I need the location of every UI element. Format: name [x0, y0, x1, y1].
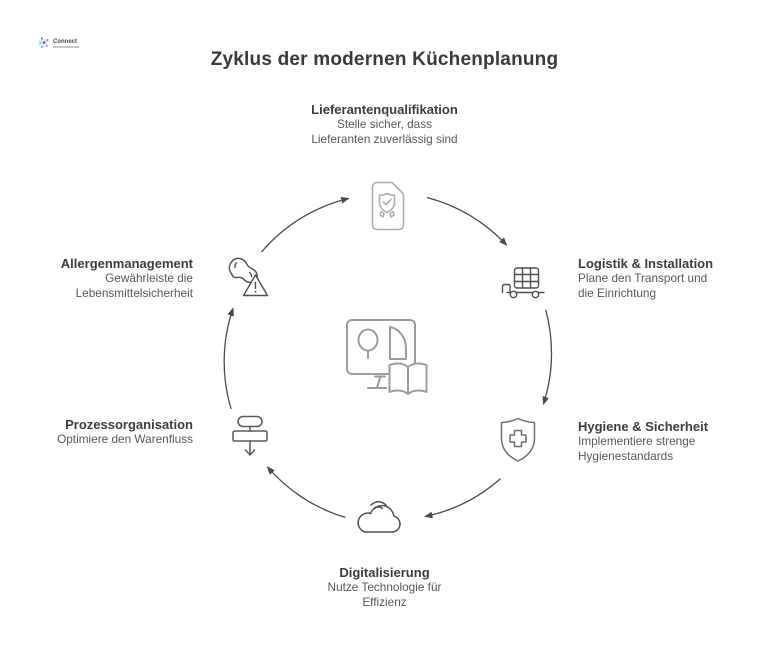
node-allergenmanagement — [0, 256, 193, 301]
node-logistik-installation — [578, 256, 758, 301]
brand-tagline — [53, 46, 79, 48]
peanut-warning-icon — [224, 254, 272, 302]
shield-cross-icon — [497, 416, 539, 464]
node-desc-line: Lebensmittelsicherheit — [75, 286, 193, 300]
node-desc-line: Implementiere strenge — [578, 434, 696, 448]
node-desc-line: Effizienz — [362, 595, 407, 609]
arrow-hygiene-to-digital — [425, 479, 500, 517]
node-prozessorganisation — [0, 417, 193, 447]
cloud-signal-icon — [350, 494, 408, 538]
node-desc-line: Plane den Transport und — [578, 271, 708, 285]
node-lieferantenqualifikation — [0, 102, 769, 147]
node-desc-line: Hygienestandards — [578, 449, 674, 463]
certificate-document-icon — [369, 181, 405, 231]
node-title: Lieferantenqualifikation — [311, 102, 458, 117]
node-desc-line: Optimiere den Warenfluss — [57, 432, 193, 446]
node-hygiene-sicherheit — [578, 419, 758, 464]
arrow-logistik-to-hygiene — [544, 310, 552, 404]
page-title: Zyklus der modernen Küchenplanung — [210, 49, 559, 70]
arrow-lieferanten-to-logistik — [427, 198, 507, 246]
flowchart-icon — [230, 414, 270, 460]
arrow-allergen-to-lieferanten — [262, 199, 349, 252]
delivery-truck-icon — [500, 264, 548, 306]
node-title: Allergenmanagement — [60, 256, 193, 271]
arrow-digital-to-prozess — [268, 467, 346, 517]
node-title: Digitalisierung — [339, 565, 430, 580]
arrow-prozess-to-allergen — [224, 309, 233, 410]
node-title: Hygiene & Sicherheit — [578, 419, 709, 434]
brand-wordmark: Connect — [53, 39, 77, 45]
node-title: Prozessorganisation — [65, 417, 193, 432]
node-desc-line: Lieferanten zuverlässig sind — [311, 132, 458, 146]
node-digitalisierung — [0, 565, 769, 610]
node-desc-line: Gewährleiste die — [105, 271, 193, 285]
node-desc-line: Nutze Technologie für — [327, 580, 442, 594]
kitchen-planning-monitor-book-icon — [342, 313, 434, 401]
node-desc-line: Stelle sicher, dass — [336, 117, 433, 131]
node-desc-line: die Einrichtung — [578, 286, 657, 300]
node-title: Logistik & Installation — [578, 256, 714, 271]
